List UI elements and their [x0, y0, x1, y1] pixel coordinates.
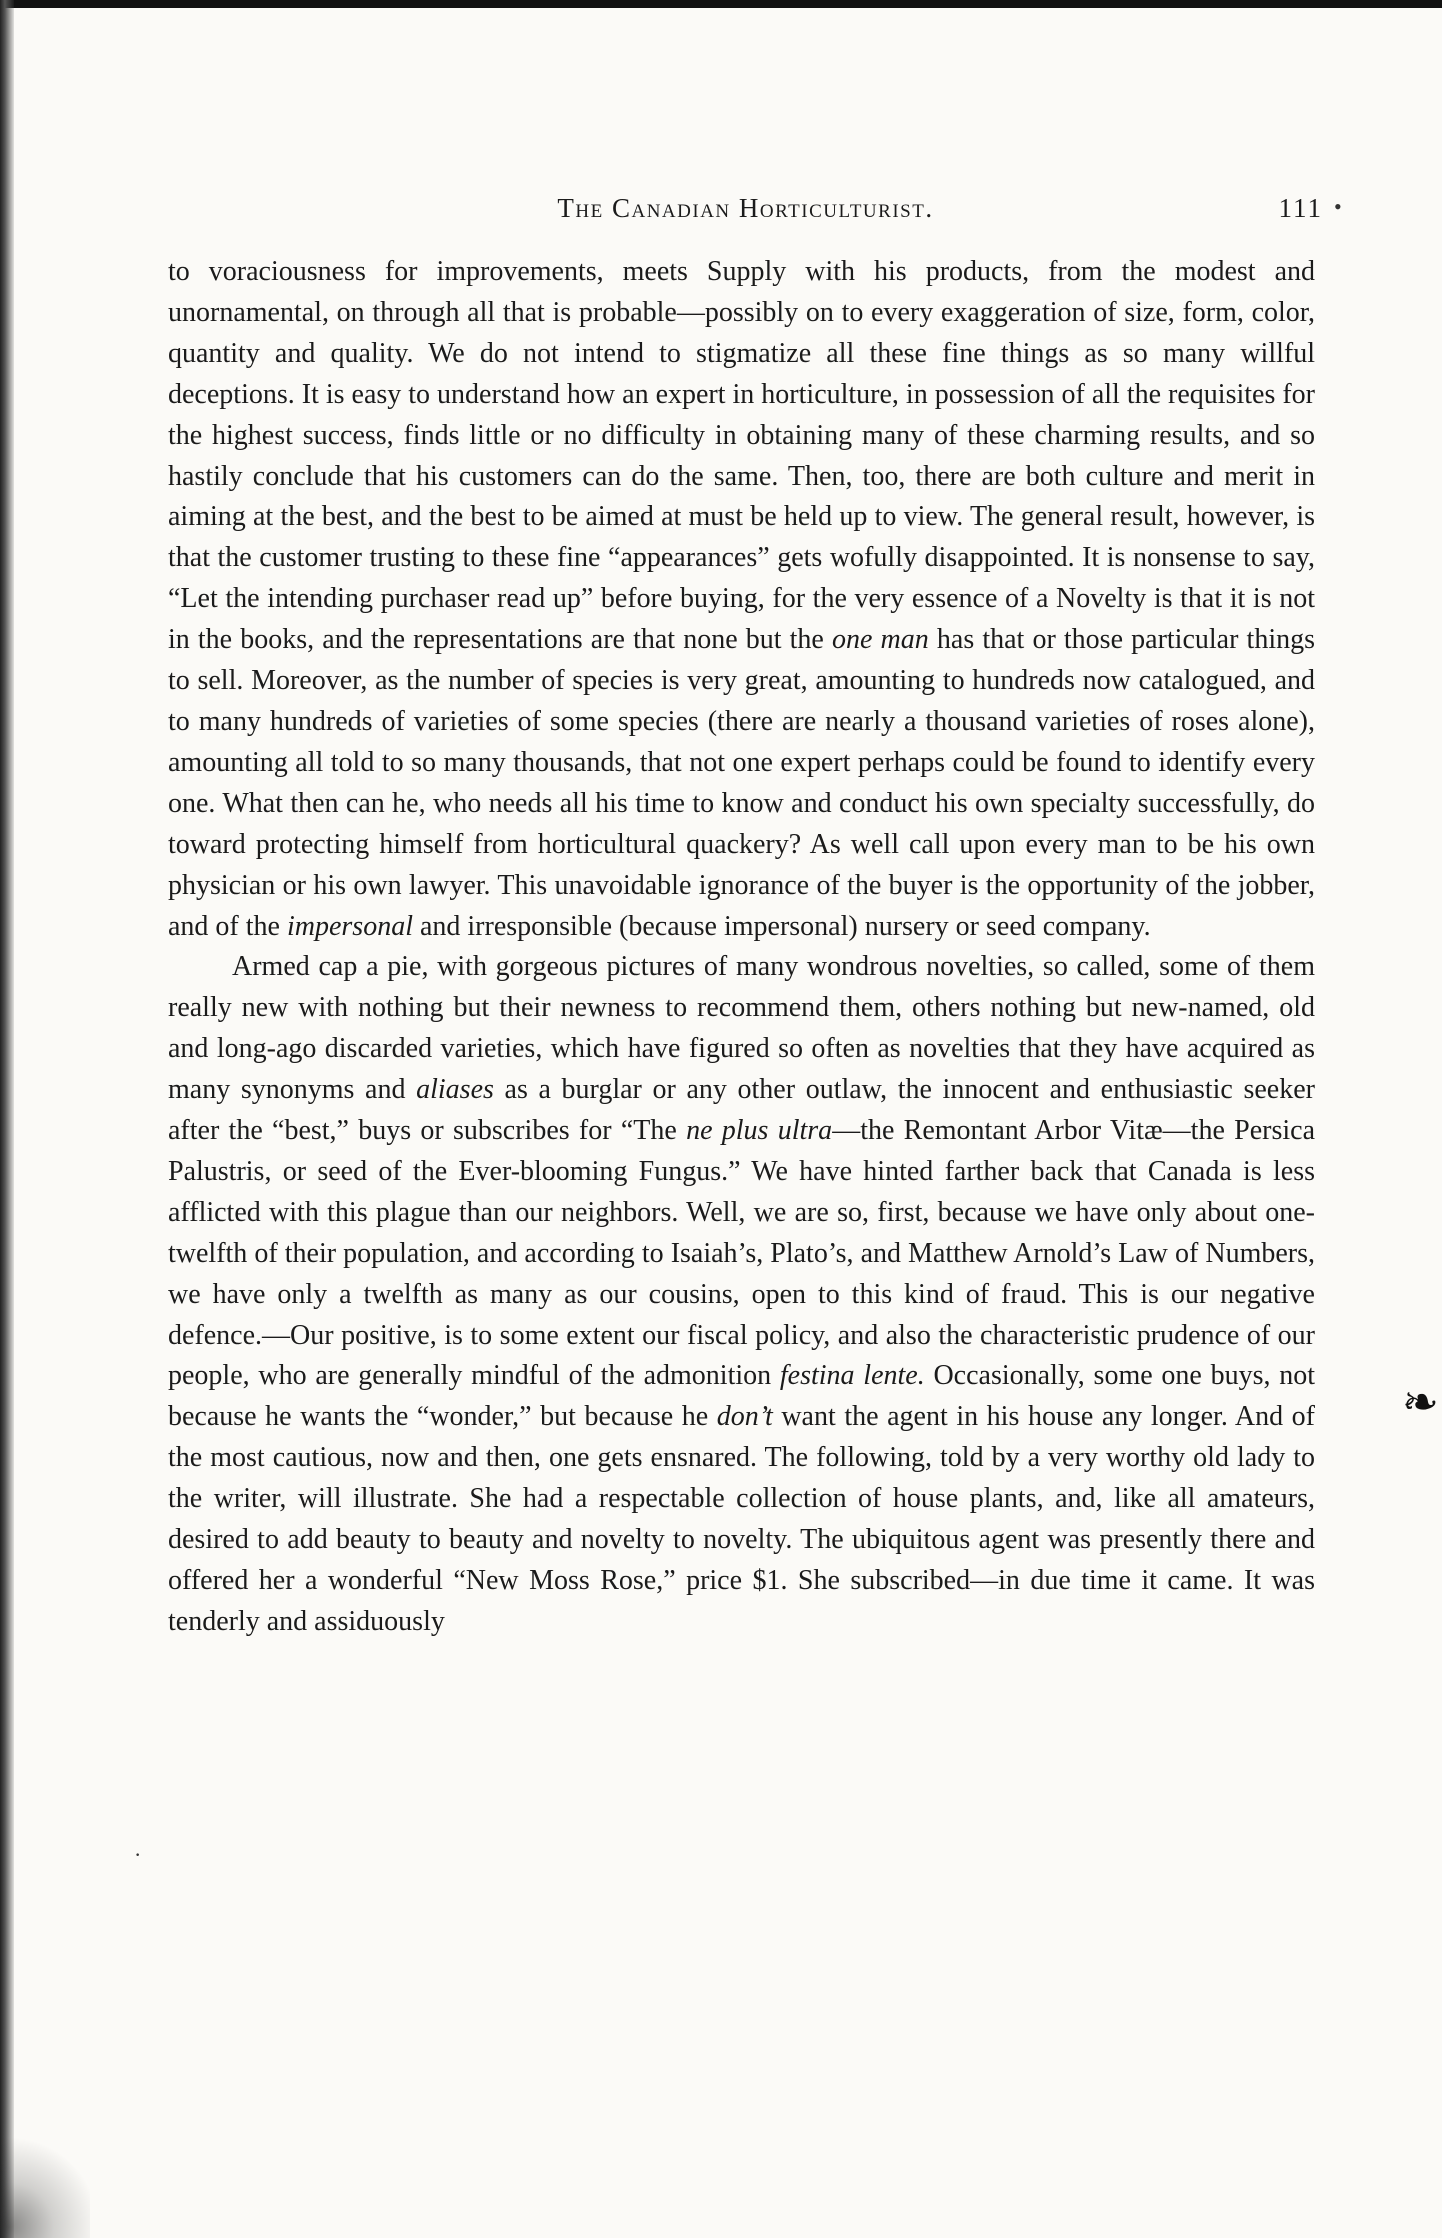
- italic-run: don’t: [716, 1401, 773, 1433]
- text-run: Occasionally, some one buys, not because he wants the “wonder,” but because he: [168, 1360, 1315, 1433]
- italic-run: aliases: [416, 1074, 494, 1106]
- text-run: to voraciousness for improvements, meets Supply with his products, from the modest and unornamental, on through all that is probable—possibly on to every exaggeration of size, form, color, quantity and quality. We do not intend to stigmatize all these fine things as so many willful deceptions. It is easy to understand how an expert in horticulture, in possession of all the requisites for the highest success, finds little or no difficulty in obtaining many of these charming results, and so hastily conclude that his customers can do the same. Then, too, there are both culture and merit in aiming at the best, and the best to be aimed at must be held up to view. The general result, however, is that the customer trusting to these fine “appearances” gets wofully disappointed. It is nonsense to say, “Let the intending purchaser read up” before buying, for the very essence of a Novelty is that it is not in the books, and the representations are that none but the: [168, 256, 1315, 656]
- scan-binding-edge: [0, 0, 14, 2238]
- text-run: and irresponsible (because impersonal) nursery or seed company.: [412, 910, 1151, 942]
- italic-run: impersonal: [286, 910, 413, 942]
- ink-blot-mark: ❧: [1402, 1378, 1439, 1427]
- italic-run: one man: [831, 624, 929, 656]
- article-body: [168, 252, 1315, 1643]
- text-run: as a burglar or any other outlaw, the innocent and enthusiastic seeker after the “best,” buys or subscribes for “The: [168, 1074, 1315, 1147]
- text-run: —the Remontant Arbor Vitæ—the Persica Palustris, or seed of the Ever-blooming Fungus.” We have hinted farther back that Canada is less afflicted with this plague than our neighbors. Well, we are so, first, because we have only about one-twelfth of their population, and according to Isaiah’s, Plato’s, and Matthew Arnold’s Law of Numbers, we have only a twelfth as many as our cousins, open to this kind of fraud. This is our negative defence.—Our positive, is to some extent our fiscal policy, and also the characteristic prudence of our people, who are generally mindful of the admonition: [168, 1115, 1315, 1392]
- text-run: want the agent in his house any longer. And of the most cautious, now and then, one gets ensnared. The following, told by a very worthy old lady to the writer, will illustrate. She had a respectable collection of house plants, and, like all amateurs, desired to add beauty to beauty and novelty to novelty. The ubiquitous agent was presently there and offered her a wonderful “New Moss Rose,” price $1. She subscribed—in due time it came. It was tenderly and assiduously: [168, 1401, 1315, 1637]
- paragraph-1: [168, 252, 1315, 947]
- text-run: Armed cap a pie, with gorgeous pictures of many wondrous novelties, so called, some of them really new with nothing but their newness to recommend them, others nothing but new-named, old and long-ago discarded varieties, which have figured so often as novelties that they have acquired as many synonyms and: [168, 951, 1315, 1106]
- page-number: 111: [1278, 193, 1323, 223]
- running-title: The Canadian Horticulturist.: [557, 193, 934, 223]
- italic-run: ne plus ultra: [686, 1115, 833, 1147]
- scan-corner-speckle: [0, 2128, 90, 2238]
- text-run: has that or those particular things to sell. Moreover, as the number of species is very great, amounting to hundreds now catalogued, and to many hundreds of varieties of some species (there are nearly a thousand varieties of roses alone), amounting all told to so many thousands, that not one expert perhaps could be found to identify every one. What then can he, who needs all his time to know and conduct his own specialty successfully, do toward protecting himself from horticultural quackery? As well call upon every man to be his own physician or his own lawyer. This unavoidable ignorance of the buyer is the opportunity of the jobber, and of the: [168, 624, 1315, 942]
- stray-mark-left-margin: ·: [134, 1842, 142, 1867]
- page-top-edge: [0, 0, 1442, 8]
- italic-run: festina lente.: [779, 1360, 925, 1392]
- stray-mark-top-right: •: [1334, 194, 1342, 219]
- paragraph-2: [168, 947, 1315, 1642]
- running-header: [168, 188, 1323, 228]
